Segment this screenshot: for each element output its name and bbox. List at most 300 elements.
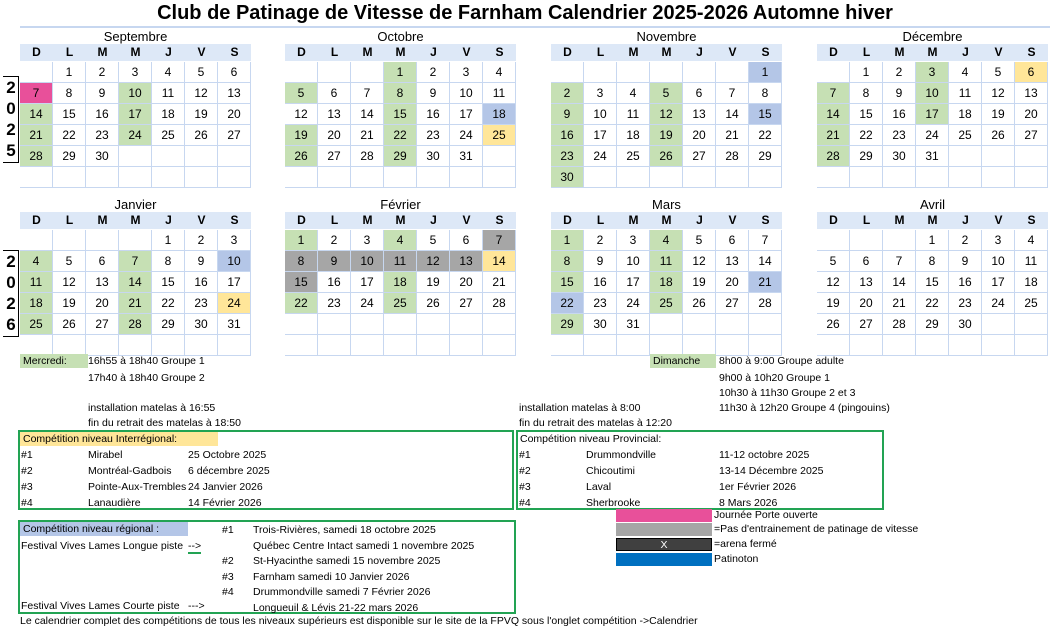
day-cell: 6 [716, 230, 749, 251]
day-cell: 16 [86, 104, 119, 125]
day-cell: 13 [86, 272, 119, 293]
page-title: Club de Patinage de Vitesse de Farnham Calendrier 2025-2026 Automne hiver [157, 2, 893, 24]
empty-cell [384, 335, 417, 356]
day-header: S [483, 44, 516, 61]
day-cell: 11 [152, 83, 185, 104]
empty-cell [351, 335, 384, 356]
day-cell: 26 [185, 125, 218, 146]
empty-cell [450, 335, 483, 356]
day-cell: 16 [185, 272, 218, 293]
day-cell: 18 [152, 104, 185, 125]
sunday-install: installation matelas à 8:00 [519, 402, 641, 414]
day-cell: 19 [650, 125, 683, 146]
day-cell: 28 [20, 146, 53, 167]
empty-cell [850, 167, 883, 188]
interregional-cell: Mirabel [88, 449, 123, 461]
day-cell: 5 [982, 62, 1015, 83]
day-header: J [949, 44, 982, 61]
day-cell: 5 [650, 83, 683, 104]
day-cell: 7 [749, 230, 782, 251]
day-cell: 10 [218, 251, 251, 272]
empty-cell [20, 230, 53, 251]
empty-cell [716, 335, 749, 356]
day-cell: 13 [716, 251, 749, 272]
day-cell: 28 [351, 146, 384, 167]
day-cell: 5 [683, 230, 716, 251]
day-header: M [86, 44, 119, 61]
empty-cell [20, 335, 53, 356]
wednesday-label: Mercredi: [20, 354, 88, 368]
empty-cell [683, 167, 716, 188]
regional-cell: #4 [222, 586, 234, 598]
day-cell: 19 [417, 272, 450, 293]
day-cell: 24 [617, 293, 650, 314]
day-cell: 14 [20, 104, 53, 125]
empty-cell [285, 167, 318, 188]
year-digit: 2 [6, 294, 16, 313]
day-cell: 23 [949, 293, 982, 314]
empty-cell [351, 62, 384, 83]
day-cell: 15 [152, 272, 185, 293]
day-cell: 31 [916, 146, 949, 167]
day-header: J [152, 212, 185, 229]
day-cell: 25 [1015, 293, 1048, 314]
empty-cell [483, 146, 516, 167]
day-cell: 6 [683, 83, 716, 104]
day-header: L [584, 44, 617, 61]
empty-cell [119, 230, 152, 251]
legend-patinoton: Patinoton [714, 553, 759, 565]
empty-cell [218, 335, 251, 356]
provincial-cell: 11-12 octobre 2025 [719, 449, 810, 461]
day-cell: 7 [716, 83, 749, 104]
day-cell: 1 [850, 62, 883, 83]
day-cell: 8 [285, 251, 318, 272]
empty-cell [551, 62, 584, 83]
day-cell: 5 [285, 83, 318, 104]
empty-cell [119, 167, 152, 188]
day-cell: 31 [218, 314, 251, 335]
day-cell: 9 [417, 83, 450, 104]
day-cell: 12 [982, 83, 1015, 104]
day-cell: 16 [883, 104, 916, 125]
day-header: M [883, 212, 916, 229]
wednesday-line: 16h55 à 18h40 Groupe 1 [88, 355, 205, 367]
day-cell: 29 [916, 314, 949, 335]
day-cell: 3 [351, 230, 384, 251]
day-cell: 15 [384, 104, 417, 125]
day-header: V [716, 212, 749, 229]
empty-cell [1015, 314, 1048, 335]
day-cell: 15 [850, 104, 883, 125]
empty-cell [551, 335, 584, 356]
day-cell: 19 [285, 125, 318, 146]
day-cell: 1 [285, 230, 318, 251]
day-cell: 17 [218, 272, 251, 293]
empty-cell [86, 335, 119, 356]
day-cell: 22 [749, 125, 782, 146]
empty-cell [318, 335, 351, 356]
interregional-cell: Pointe-Aux-Trembles [88, 481, 187, 493]
empty-cell [483, 314, 516, 335]
empty-cell [185, 167, 218, 188]
empty-cell [617, 62, 650, 83]
day-cell: 23 [185, 293, 218, 314]
day-cell: 16 [318, 272, 351, 293]
day-cell: 20 [1015, 104, 1048, 125]
day-cell: 26 [683, 293, 716, 314]
day-cell: 29 [551, 314, 584, 335]
regional-cell: Trois-Rivières, samedi 18 octobre 2025 [253, 524, 436, 536]
empty-cell [152, 335, 185, 356]
day-header: M [86, 212, 119, 229]
day-header: D [817, 212, 850, 229]
day-cell: 13 [850, 272, 883, 293]
day-cell: 31 [450, 146, 483, 167]
day-cell: 24 [982, 293, 1015, 314]
empty-cell [650, 335, 683, 356]
day-cell: 9 [584, 251, 617, 272]
empty-cell [450, 167, 483, 188]
month-name: Avril [919, 197, 946, 212]
legend-open-day: Journée Porte ouverte [714, 509, 818, 521]
day-cell: 2 [949, 230, 982, 251]
day-cell: 30 [584, 314, 617, 335]
day-header: M [916, 212, 949, 229]
day-cell: 3 [982, 230, 1015, 251]
day-cell: 19 [53, 293, 86, 314]
day-cell: 6 [450, 230, 483, 251]
day-cell: 26 [982, 125, 1015, 146]
empty-cell [982, 314, 1015, 335]
day-cell: 11 [384, 251, 417, 272]
empty-cell [850, 230, 883, 251]
provincial-cell: Sherbrooke [586, 497, 641, 509]
day-cell: 13 [218, 83, 251, 104]
regional-cell: #1 [222, 524, 234, 536]
day-header: S [218, 212, 251, 229]
empty-cell [650, 314, 683, 335]
regional-cell: #2 [222, 555, 234, 567]
day-cell: 4 [949, 62, 982, 83]
provincial-label: Compétition niveau Provincial: [520, 433, 662, 445]
interregional-cell: #3 [21, 481, 33, 493]
day-cell: 20 [683, 125, 716, 146]
interregional-cell: 25 Octobre 2025 [188, 449, 267, 461]
empty-cell [285, 62, 318, 83]
day-cell: 28 [883, 314, 916, 335]
day-header: V [982, 44, 1015, 61]
day-cell: 24 [584, 146, 617, 167]
day-cell: 12 [650, 104, 683, 125]
day-cell: 10 [916, 83, 949, 104]
day-cell: 11 [650, 251, 683, 272]
day-cell: 8 [850, 83, 883, 104]
day-cell: 18 [617, 125, 650, 146]
sunday-line: 11h30 à 12h20 Groupe 4 (pingouins) [719, 402, 890, 414]
day-cell: 16 [584, 272, 617, 293]
empty-cell [650, 62, 683, 83]
day-cell: 11 [617, 104, 650, 125]
day-cell: 25 [152, 125, 185, 146]
day-cell: 14 [119, 272, 152, 293]
day-header: V [450, 44, 483, 61]
interregional-cell: Montréal-Gadbois [88, 465, 172, 477]
day-cell: 21 [749, 272, 782, 293]
day-cell: 19 [817, 293, 850, 314]
day-cell: 12 [185, 83, 218, 104]
day-cell: 22 [551, 293, 584, 314]
day-cell: 6 [218, 62, 251, 83]
empty-cell [384, 314, 417, 335]
empty-cell [417, 335, 450, 356]
day-cell: 21 [883, 293, 916, 314]
day-header: V [982, 212, 1015, 229]
empty-cell [883, 230, 916, 251]
day-cell: 23 [417, 125, 450, 146]
day-cell: 16 [417, 104, 450, 125]
day-cell: 15 [285, 272, 318, 293]
day-cell: 4 [20, 251, 53, 272]
day-cell: 1 [551, 230, 584, 251]
day-cell: 9 [318, 251, 351, 272]
empty-cell [53, 230, 86, 251]
day-cell: 27 [218, 125, 251, 146]
day-cell: 13 [318, 104, 351, 125]
provincial-cell: Laval [586, 481, 612, 493]
provincial-cell: 1er Février 2026 [719, 481, 797, 493]
day-cell: 6 [1015, 62, 1048, 83]
day-cell: 11 [1015, 251, 1048, 272]
day-cell: 5 [817, 251, 850, 272]
empty-cell [86, 167, 119, 188]
title-underline [20, 26, 1050, 28]
day-header: J [683, 44, 716, 61]
empty-cell [53, 167, 86, 188]
day-cell: 1 [152, 230, 185, 251]
day-cell: 8 [749, 83, 782, 104]
long-track-label: Festival Vives Lames Longue piste [21, 540, 184, 552]
empty-cell [53, 335, 86, 356]
day-cell: 30 [883, 146, 916, 167]
empty-cell [417, 314, 450, 335]
day-cell: 17 [916, 104, 949, 125]
legend-closed-mark: X [660, 539, 668, 551]
empty-cell [749, 167, 782, 188]
day-cell: 21 [483, 272, 516, 293]
provincial-cell: #2 [519, 465, 531, 477]
empty-cell [1015, 146, 1048, 167]
empty-cell [683, 314, 716, 335]
day-cell: 29 [384, 146, 417, 167]
day-cell: 7 [483, 230, 516, 251]
day-cell: 4 [617, 83, 650, 104]
day-cell: 27 [318, 146, 351, 167]
day-cell: 14 [817, 104, 850, 125]
day-cell: 1 [384, 62, 417, 83]
day-cell: 6 [850, 251, 883, 272]
day-cell: 19 [683, 272, 716, 293]
provincial-cell: #1 [519, 449, 531, 461]
empty-cell [683, 335, 716, 356]
month-name: Février [380, 197, 421, 212]
day-cell: 14 [483, 251, 516, 272]
day-cell: 1 [53, 62, 86, 83]
day-cell: 3 [218, 230, 251, 251]
month-name: Décembre [902, 29, 963, 44]
day-cell: 21 [20, 125, 53, 146]
day-cell: 13 [683, 104, 716, 125]
day-header: L [53, 212, 86, 229]
day-cell: 29 [749, 146, 782, 167]
day-header: V [185, 212, 218, 229]
empty-cell [285, 314, 318, 335]
legend-swatch-blue [616, 553, 712, 566]
empty-cell [716, 62, 749, 83]
day-cell: 10 [982, 251, 1015, 272]
day-cell: 14 [716, 104, 749, 125]
day-cell: 24 [450, 125, 483, 146]
empty-cell [716, 167, 749, 188]
day-cell: 23 [584, 293, 617, 314]
year-digit: 2 [6, 252, 16, 271]
day-cell: 22 [850, 125, 883, 146]
day-cell: 17 [584, 125, 617, 146]
empty-cell [351, 314, 384, 335]
day-cell: 13 [1015, 83, 1048, 104]
empty-cell [850, 335, 883, 356]
empty-cell [450, 314, 483, 335]
day-cell: 11 [949, 83, 982, 104]
day-cell: 27 [683, 146, 716, 167]
year-digit: 0 [6, 99, 16, 118]
day-cell: 9 [883, 83, 916, 104]
day-cell: 18 [20, 293, 53, 314]
day-cell: 15 [53, 104, 86, 125]
day-cell: 26 [417, 293, 450, 314]
footer-note: Le calendrier complet des compétitions de tous les niveaux supérieurs est disponible sur le site de la FPVQ sous l'onglet compétition ->Calendrier [20, 615, 698, 627]
day-cell: 10 [119, 83, 152, 104]
month-name: Mars [652, 197, 681, 212]
day-cell: 12 [683, 251, 716, 272]
regional-cell: Longueuil & Lévis 21-22 mars 2026 [253, 601, 419, 614]
day-cell: 1 [916, 230, 949, 251]
day-cell: 10 [351, 251, 384, 272]
regional-cell: Québec Centre Intact samedi 1 novembre 2025 [253, 539, 475, 552]
month-name: Septembre [103, 29, 168, 44]
day-cell: 24 [119, 125, 152, 146]
day-cell: 21 [119, 293, 152, 314]
year-digit: 2 [6, 120, 16, 139]
empty-cell [584, 335, 617, 356]
day-cell: 2 [417, 62, 450, 83]
interregional-cell: Lanaudière [88, 497, 141, 509]
day-cell: 4 [152, 62, 185, 83]
sunday-removal: fin du retrait des matelas à 12:20 [519, 417, 672, 429]
day-cell: 6 [86, 251, 119, 272]
day-cell: 20 [850, 293, 883, 314]
day-header: D [20, 44, 53, 61]
day-header: D [551, 44, 584, 61]
day-cell: 7 [20, 83, 53, 104]
regional-cell: Farnham samedi 10 Janvier 2026 [253, 570, 410, 583]
day-cell: 20 [218, 104, 251, 125]
day-cell: 5 [417, 230, 450, 251]
day-cell: 31 [617, 314, 650, 335]
day-cell: 3 [617, 230, 650, 251]
interregional-cell: 14 Février 2026 [188, 497, 262, 509]
interregional-cell: 24 Janvier 2026 [188, 481, 263, 493]
empty-cell [483, 167, 516, 188]
empty-cell [949, 335, 982, 356]
interregional-cell: 6 décembre 2025 [188, 465, 270, 477]
day-header: D [285, 44, 318, 61]
day-cell: 28 [119, 314, 152, 335]
day-cell: 25 [483, 125, 516, 146]
day-cell: 27 [86, 314, 119, 335]
day-cell: 15 [916, 272, 949, 293]
day-cell: 15 [551, 272, 584, 293]
day-cell: 24 [218, 293, 251, 314]
day-cell: 20 [86, 293, 119, 314]
day-cell: 17 [450, 104, 483, 125]
day-header: V [716, 44, 749, 61]
day-cell: 9 [86, 83, 119, 104]
day-cell: 27 [850, 314, 883, 335]
day-cell: 2 [584, 230, 617, 251]
empty-cell [683, 62, 716, 83]
year-digit: 6 [6, 315, 16, 334]
day-cell: 17 [617, 272, 650, 293]
day-cell: 7 [883, 251, 916, 272]
day-cell: 23 [318, 293, 351, 314]
day-cell: 24 [351, 293, 384, 314]
interregional-cell: #4 [21, 497, 33, 509]
empty-cell [982, 167, 1015, 188]
day-cell: 24 [916, 125, 949, 146]
interregional-cell: #2 [21, 465, 33, 477]
legend-closed: =arena fermé [714, 538, 777, 550]
day-header: M [883, 44, 916, 61]
day-cell: 9 [551, 104, 584, 125]
empty-cell [617, 335, 650, 356]
day-cell: 26 [285, 146, 318, 167]
day-cell: 2 [551, 83, 584, 104]
empty-cell [218, 146, 251, 167]
day-cell: 18 [384, 272, 417, 293]
day-header: L [850, 44, 883, 61]
day-cell: 27 [1015, 125, 1048, 146]
day-cell: 22 [285, 293, 318, 314]
day-cell: 23 [86, 125, 119, 146]
day-cell: 18 [483, 104, 516, 125]
day-cell: 19 [185, 104, 218, 125]
day-cell: 1 [749, 62, 782, 83]
day-header: J [949, 212, 982, 229]
day-cell: 3 [119, 62, 152, 83]
wednesday-line: 17h40 à 18h40 Groupe 2 [88, 372, 205, 384]
interregional-cell: #1 [21, 449, 33, 461]
sunday-label: Dimanche [650, 354, 716, 368]
day-cell: 28 [483, 293, 516, 314]
legend-no-training: =Pas d'entrainement de patinage de vitesse [714, 523, 919, 535]
empty-cell [86, 230, 119, 251]
day-cell: 21 [716, 125, 749, 146]
day-cell: 29 [53, 146, 86, 167]
day-cell: 28 [716, 146, 749, 167]
day-header: M [650, 212, 683, 229]
day-cell: 25 [949, 125, 982, 146]
